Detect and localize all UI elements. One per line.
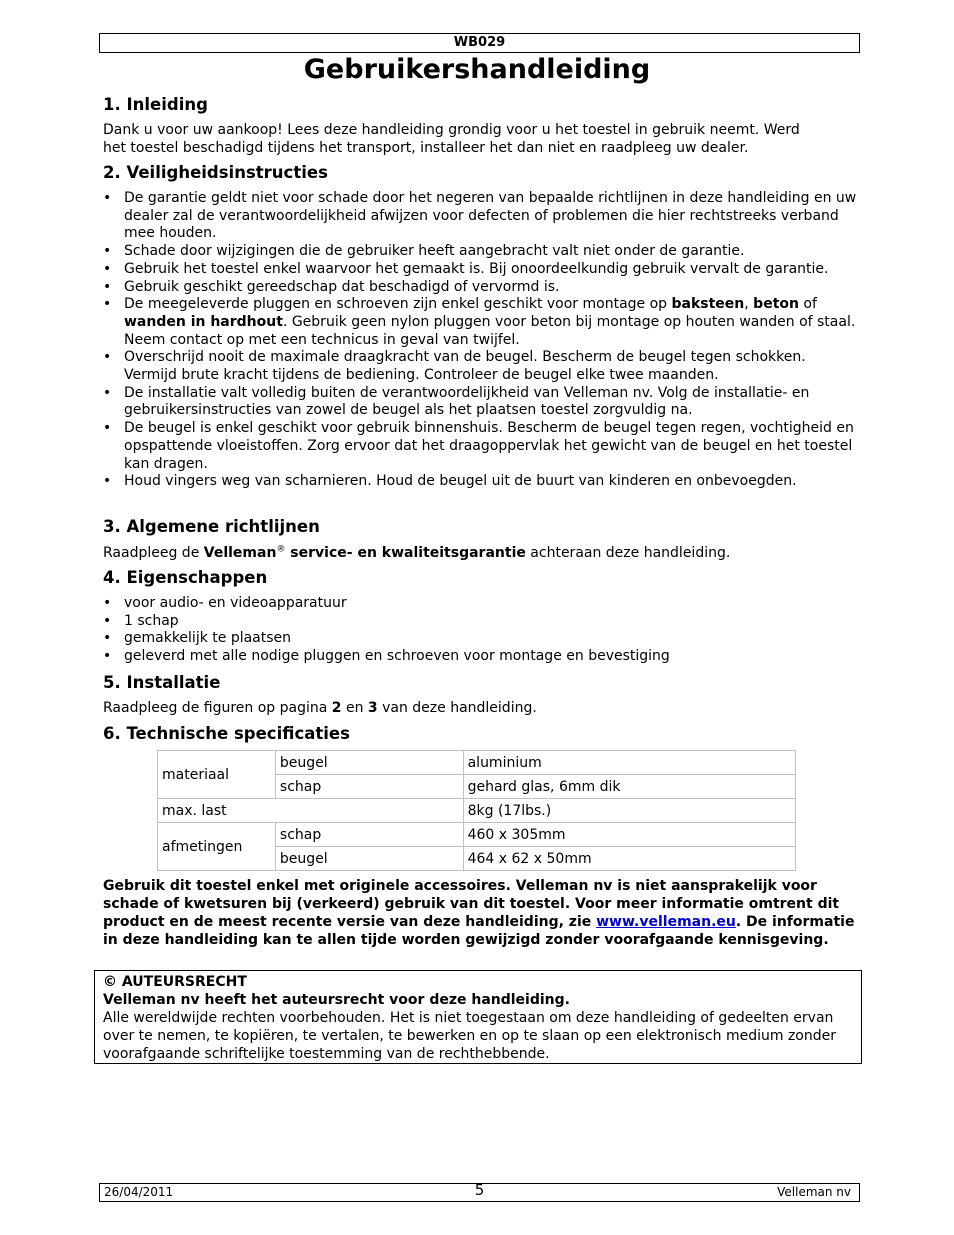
table-cell: beugel xyxy=(275,751,463,775)
list-item: • De beugel is enkel geschikt voor gebruik binnenshuis. Bescherm de beugel tegen regen, vochtigheid en opspattende vloeistoffen. Zorg ervoor dat het draagoppervlak het gewicht van de beugel en het toestel kan dragen. xyxy=(103,420,863,473)
heading-richtlijnen: 3. Algemene richtlijnen xyxy=(103,517,320,536)
text: en xyxy=(341,700,368,716)
copyright-box xyxy=(94,970,862,1064)
heading-installatie: 5. Installatie xyxy=(103,673,221,692)
heading-specificaties: 6. Technische specificaties xyxy=(103,724,350,743)
list-item: • Gebruik geschikt gereedschap dat beschadigd of vervormd is. xyxy=(103,279,863,297)
features-list xyxy=(103,595,863,666)
copyright-subheading: Velleman nv heeft het auteursrecht voor deze handleiding. xyxy=(103,992,570,1008)
table-cell: afmetingen xyxy=(158,823,276,871)
list-item xyxy=(103,296,863,349)
spec-table xyxy=(157,750,796,871)
heading-inleiding: 1. Inleiding xyxy=(103,95,208,114)
guidelines-paragraph xyxy=(103,544,863,562)
footer-company: Velleman nv xyxy=(777,1185,851,1199)
list-item: • voor audio- en videoapparatuur xyxy=(103,595,863,613)
text: . De informatie in deze handleiding kan te allen tijde worden gewijzigd zonder voorafgaande kennisgeving. xyxy=(103,914,855,948)
intro-line-2: het toestel beschadigd tijdens het transport, installeer het dan niet en raadpleeg uw dealer. xyxy=(103,140,749,156)
table-cell: materiaal xyxy=(158,751,276,799)
text: , xyxy=(744,296,754,313)
table-row xyxy=(158,751,796,775)
list-item: • De garantie geldt niet voor schade door het negeren van bepaalde richtlijnen in deze handleiding en uw dealer zal de verantwoordelijkheid afwijzen voor defecten of problemen die hier rechtstreeks verband mee houden. xyxy=(103,190,863,243)
text: . Gebruik geen nylon pluggen voor beton bij montage op houten wanden of staal. Neem contact op met een technicus in geval van twijfel. xyxy=(124,313,856,348)
brand-name: Velleman xyxy=(203,545,277,561)
table-cell: schap xyxy=(275,775,463,799)
table-cell: 460 x 305mm xyxy=(463,823,795,847)
registered-mark: ® xyxy=(276,544,286,555)
list-item: • geleverd met alle nodige pluggen en schroeven voor montage en bevestiging xyxy=(103,648,863,666)
table-cell: 464 x 62 x 50mm xyxy=(463,847,795,871)
safety-list xyxy=(103,190,863,491)
table-cell: max. last xyxy=(158,799,464,823)
list-item: • Gebruik het toestel enkel waarvoor het gemaakt is. Bij onoordeelkundig gebruik vervalt de garantie. xyxy=(103,261,863,279)
warning-paragraph xyxy=(103,877,863,949)
text: van deze handleiding. xyxy=(377,700,537,716)
list-item: • De installatie valt volledig buiten de verantwoordelijkheid van Velleman nv. Volg de installatie- en gebruikersinstructies van zowel de beugel als het plaatsen toestel zorgvuldig na. xyxy=(103,385,863,420)
bold-text: baksteen xyxy=(671,296,745,313)
table-cell: schap xyxy=(275,823,463,847)
list-item: • gemakkelijk te plaatsen xyxy=(103,630,863,648)
text: De meegeleverde pluggen en schroeven zijn enkel geschikt voor montage op xyxy=(124,296,672,313)
intro-line-1: Dank u voor uw aankoop! Lees deze handleiding grondig voor u het toestel in gebruik neemt. Werd xyxy=(103,122,800,138)
copyright-heading: © AUTEURSRECHT xyxy=(103,974,247,990)
intro-paragraph xyxy=(103,121,863,157)
table-row xyxy=(158,823,796,847)
table-cell: aluminium xyxy=(463,751,795,775)
model-header: WB029 xyxy=(99,33,860,53)
table-cell: gehard glas, 6mm dik xyxy=(463,775,795,799)
list-item: • 1 schap xyxy=(103,613,863,631)
text: Gebruik dit toestel enkel met originele accessoires. Velleman nv is niet aansprakelijk voor schade of kwetsuren bij (verkeerd) gebruik van dit toestel. Voor meer informatie omtrent dit product en de meest recente versie van deze handleiding, zie xyxy=(103,878,840,930)
text: achteraan deze handleiding. xyxy=(525,545,731,561)
footer-date: 26/04/2011 xyxy=(104,1185,174,1199)
bold-text: beton xyxy=(753,296,799,313)
text: Raadpleeg de figuren op pagina xyxy=(103,700,332,716)
table-row xyxy=(158,799,796,823)
table-cell: 8kg (17lbs.) xyxy=(463,799,795,823)
text: of xyxy=(798,296,817,313)
list-item: • Overschrijd nooit de maximale draagkracht van de beugel. Bescherm de beugel tegen schokken. Vermijd brute kracht tijdens de bediening. Controleer de beugel elke twee maanden. xyxy=(103,349,863,384)
heading-eigenschappen: 4. Eigenschappen xyxy=(103,568,268,587)
installation-paragraph xyxy=(103,699,863,717)
page-ref: 3 xyxy=(367,700,378,716)
page-ref: 2 xyxy=(331,700,342,716)
text: Raadpleeg de xyxy=(103,545,204,561)
footer-page-number: 5 xyxy=(474,1181,485,1199)
bold-text: wanden in hardhout xyxy=(124,313,283,330)
page-title: Gebruikershandleiding xyxy=(303,54,651,85)
list-item: • Schade door wijzigingen die de gebruiker heeft aangebracht valt niet onder de garantie. xyxy=(103,243,863,261)
page-footer xyxy=(99,1183,860,1202)
velleman-link[interactable]: www.velleman.eu xyxy=(596,914,736,930)
table-cell: beugel xyxy=(275,847,463,871)
copyright-body: Alle wereldwijde rechten voorbehouden. Het is niet toegestaan om deze handleiding of gedeelten ervan over te nemen, te kopiëren, te vertalen, te bewerken en op te slaan op een elektronisch medium zonder voorafgaande schriftelijke toestemming van de rechthebbende. xyxy=(103,1010,836,1062)
heading-veiligheid: 2. Veiligheidsinstructies xyxy=(103,163,328,182)
bold-text: service- en kwaliteitsgarantie xyxy=(285,545,526,561)
list-item: • Houd vingers weg van scharnieren. Houd de beugel uit de buurt van kinderen en onbevoegden. xyxy=(103,473,863,491)
